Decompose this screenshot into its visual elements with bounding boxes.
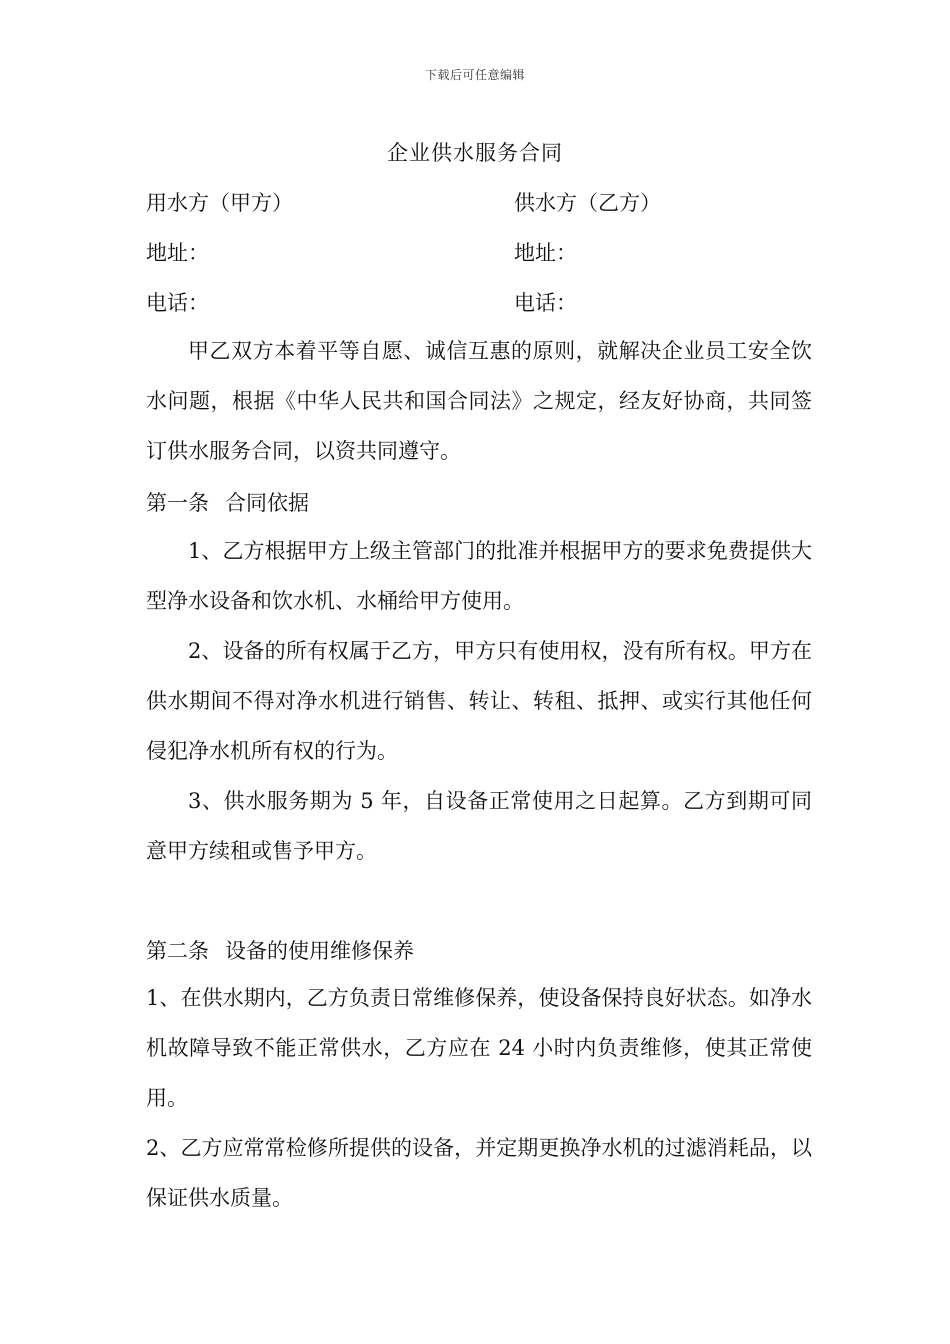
- article2-heading: [146, 935, 414, 965]
- party-b-name-label: 供水方（乙方）: [514, 191, 661, 215]
- article2-clause-1: 1、在供水期内，乙方负责日常维修保养，使设备保持良好状态。如净水机故障导致不能正常供水，乙方应在 24 小时内负责维修，使其正常使用。: [146, 986, 812, 1110]
- article1-clause-2: 2、设备的所有权属于乙方，甲方只有使用权，没有所有权。甲方在供水期间不得对净水机进行销售、转让、转租、抵押、或实行其他任何侵犯净水机所有权的行为。: [146, 639, 812, 763]
- party-a-phone-label: 电话：: [146, 291, 209, 315]
- preamble-paragraph: 甲乙双方本着平等自愿、诚信互惠的原则，就解决企业员工安全饮水问题，根据《中华人民共和国合同法》之规定，经友好协商，共同签订供水服务合同，以资共同遵守。: [146, 339, 812, 463]
- article2-clause-2: 2、乙方应常常检修所提供的设备，并定期更换净水机的过滤消耗品，以保证供水质量。: [146, 1136, 812, 1210]
- article1-number: 第一条: [146, 491, 209, 515]
- document-title: 企业供水服务合同: [387, 141, 563, 165]
- party-b-address-label: 地址：: [514, 241, 577, 265]
- article2-number: 第二条: [146, 939, 209, 963]
- article1-title: 合同依据: [225, 491, 309, 515]
- article2-title: 设备的使用维修保养: [225, 939, 414, 963]
- page-header-note: 下载后可任意编辑: [424, 68, 525, 82]
- article1-clause-3: 3、供水服务期为 5 年，自设备正常使用之日起算。乙方到期可同意甲方续租或售予甲方。: [146, 789, 812, 863]
- party-a-name-label: 用水方（甲方）: [146, 191, 293, 215]
- party-b-phone-label: 电话：: [514, 291, 577, 315]
- article1-clause-1: 1、乙方根据甲方上级主管部门的批准并根据甲方的要求免费提供大型净水设备和饮水机、水桶给甲方使用。: [146, 539, 812, 613]
- party-a-address-label: 地址：: [146, 241, 209, 265]
- article1-heading: [146, 487, 309, 517]
